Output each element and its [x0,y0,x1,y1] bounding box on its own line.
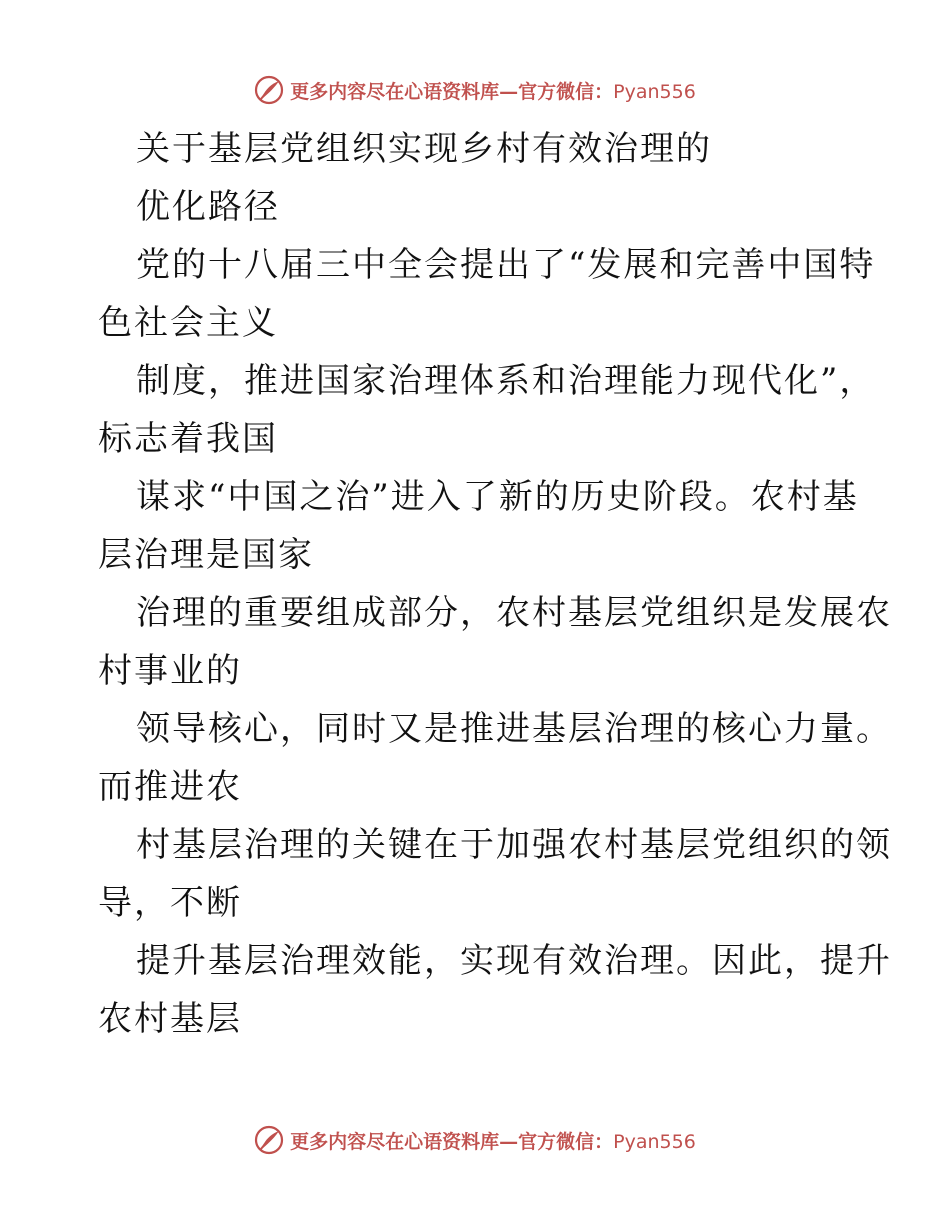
watermark-text: 更多内容尽在心语资料库—官方微信：Pyan556 [290,80,696,103]
paragraph-line: 村基层治理的关键在于加强农村基层党组织的领 [136,825,892,865]
paragraph-line: 标志着我国 [98,419,278,459]
quill-pen-icon [254,1125,284,1155]
paragraph-line: 谋求“中国之治”进入了新的历史阶段。农村基 [136,477,859,517]
paragraph-line: 村事业的 [98,651,242,691]
paragraph-line: 治理的重要组成部分，农村基层党组织是发展农 [136,593,892,633]
paragraph-line: 领导核心，同时又是推进基层治理的核心力量。 [136,709,892,749]
paragraph-line: 色社会主义 [98,303,278,343]
paragraph-line: 党的十八届三中全会提出了“发展和完善中国特 [136,245,876,285]
header-watermark [0,72,950,108]
paragraph-line: 制度，推进国家治理体系和治理能力现代化”， [136,361,876,401]
paragraph-line: 而推进农 [98,767,242,807]
watermark-wechat-id: Pyan556 [613,1130,696,1153]
watermark-wechat-id: Pyan556 [613,80,696,103]
document-title-line-1: 关于基层党组织实现乡村有效治理的 [136,129,712,169]
paragraph-line: 农村基层 [98,999,242,1039]
paragraph-line: 层治理是国家 [98,535,314,575]
paragraph-line: 导，不断 [98,883,242,923]
paragraph-line: 提升基层治理效能，实现有效治理。因此，提升 [136,941,892,981]
document-title-line-2: 优化路径 [136,187,280,227]
quill-pen-icon [254,75,284,105]
footer-watermark [0,1122,950,1158]
watermark-text: 更多内容尽在心语资料库—官方微信：Pyan556 [290,1130,696,1153]
document-body [98,120,892,1048]
